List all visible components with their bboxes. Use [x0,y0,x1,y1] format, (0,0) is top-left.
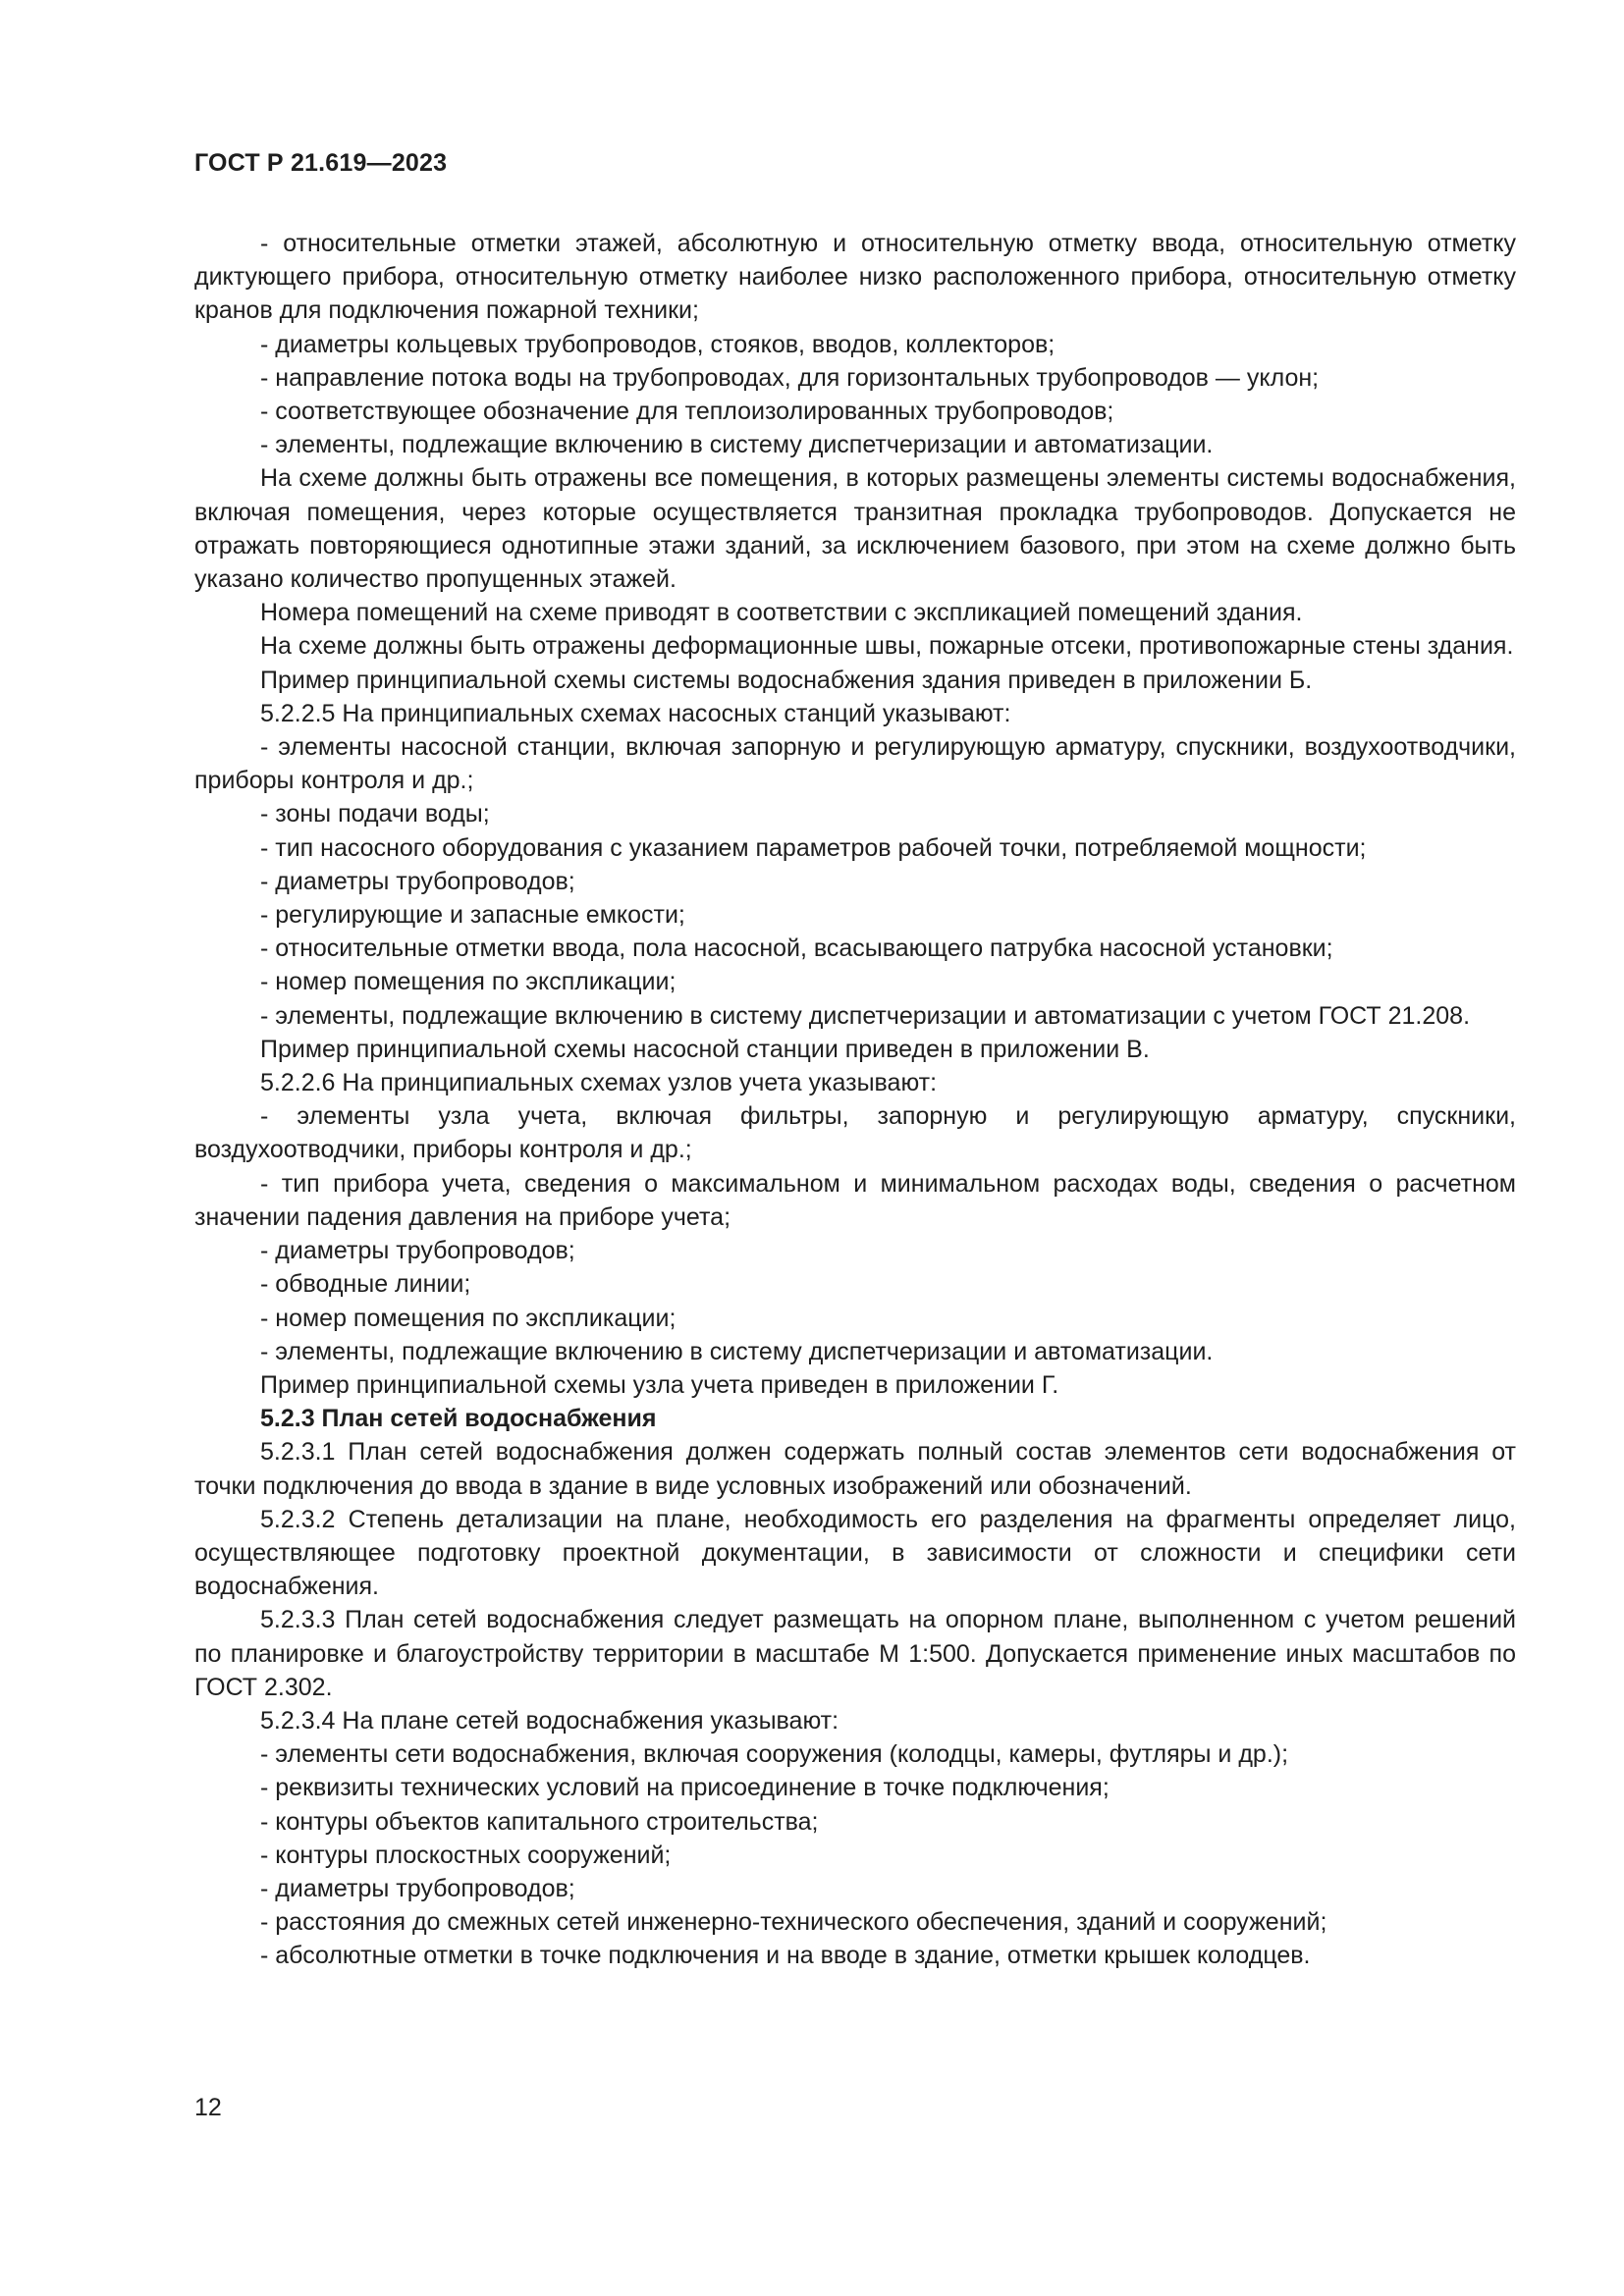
list-item: - номер помещения по экспликации; [260,1304,677,1332]
section-heading-5-2-3: 5.2.3 План сетей водоснабжения [260,1405,657,1433]
list-item: - зоны подачи воды; [260,800,490,828]
document-body [194,227,1516,1973]
clause-5-2-3-2: 5.2.3.2 Степень детализации на плане, необходимость его разделения на фрагменты определяет лицо, осуществляющее подготовку проектной документации, в зависимости от сложности и специфики сети водоснабжения. [194,1505,1516,1601]
paragraph: Пример принципиальной схемы насосной станции приведен в приложении В. [260,1035,1150,1063]
list-item: - диаметры трубопроводов; [260,867,575,895]
list-item: - элементы, подлежащие включению в систему диспетчеризации и автоматизации. [260,431,1214,459]
list-item: - элементы узла учета, включая фильтры, запорную и регулирующую арматуру, спускники, воздухоотводчики, приборы контроля и др.; [194,1102,1516,1164]
clause-5-2-3-3: 5.2.3.3 План сетей водоснабжения следует размещать на опорном плане, выполненном с учетом решений по планировке и благоустройству территории в масштабе М 1:500. Допускается применение иных масштабов по ГОСТ 2.302. [194,1606,1516,1701]
list-item: - элементы насосной станции, включая запорную и регулирующую арматуру, спускники, воздухоотводчики, приборы контроля и др.; [194,733,1516,795]
clause-5-2-3-4: 5.2.3.4 На плане сетей водоснабжения указывают: [260,1706,839,1735]
list-item: - расстояния до смежных сетей инженерно-технического обеспечения, зданий и сооружений; [260,1908,1327,1937]
paragraph: Пример принципиальной схемы узла учета приведен в приложении Г. [260,1370,1059,1399]
paragraph: На схеме должны быть отражены все помещения, в которых размещены элементы системы водоснабжения, включая помещения, через которые осуществляется транзитная прокладка трубопроводов. Допускается не отражать повторяющиеся однотипные этажи зданий, за исключением базового, при этом на схеме должно быть указано количество пропущенных этажей. [194,464,1516,594]
paragraph: Номера помещений на схеме приводят в соответствии с экспликацией помещений здания. [260,599,1303,627]
list-item: - тип прибора учета, сведения о максимальном и минимальном расходах воды, сведения о расчетном значении падения давления на приборе учета; [194,1169,1516,1231]
paragraph: На схеме должны быть отражены деформационные швы, пожарные отсеки, противопожарные стены здания. [260,632,1514,661]
list-item: - диаметры трубопроводов; [260,1874,575,1902]
list-item: - диаметры трубопроводов; [260,1237,575,1265]
list-item: - абсолютные отметки в точке подключения и на вводе в здание, отметки крышек колодцев. [260,1942,1311,1970]
list-item: - номер помещения по экспликации; [260,968,677,996]
list-item: - элементы сети водоснабжения, включая сооружения (колодцы, камеры, футляры и др.); [260,1740,1289,1769]
paragraph: Пример принципиальной схемы системы водоснабжения здания приведен в приложении Б. [260,666,1313,694]
list-item: - реквизиты технических условий на присоединение в точке подключения; [260,1774,1110,1802]
list-item: - диаметры кольцевых трубопроводов, стояков, вводов, коллекторов; [260,330,1056,358]
clause-5-2-2-6: 5.2.2.6 На принципиальных схемах узлов учета указывают: [260,1069,938,1097]
list-item: - элементы, подлежащие включению в систему диспетчеризации и автоматизации с учетом ГОСТ 21.208. [260,1001,1471,1030]
clause-5-2-2-5: 5.2.2.5 На принципиальных схемах насосных станций указывают: [260,699,1011,727]
list-item: - относительные отметки ввода, пола насосной, всасывающего патрубка насосной установки; [260,934,1333,963]
page-number: 12 [194,2094,222,2121]
list-item: - обводные линии; [260,1270,471,1299]
clause-5-2-3-1: 5.2.3.1 План сетей водоснабжения должен содержать полный состав элементов сети водоснабжения от точки подключения до ввода в здание в виде условных изображений или обозначений. [194,1438,1516,1500]
list-item: - соответствующее обозначение для теплоизолированных трубопроводов; [260,398,1114,426]
list-item: - относительные отметки этажей, абсолютную и относительную отметку ввода, относительную отметку диктующего прибора, относительную отметку наиболее низко расположенного прибора, относительную отметку кранов для подключения пожарной техники; [194,230,1516,325]
list-item: - тип насосного оборудования с указанием параметров рабочей точки, потребляемой мощности; [260,833,1367,862]
list-item: - контуры плоскостных сооружений; [260,1841,672,1869]
list-item: - регулирующие и запасные емкости; [260,901,685,930]
list-item: - направление потока воды на трубопроводах, для горизонтальных трубопроводов — уклон; [260,363,1320,392]
list-item: - элементы, подлежащие включению в систему диспетчеризации и автоматизации. [260,1337,1214,1365]
list-item: - контуры объектов капитального строительства; [260,1807,819,1836]
document-header: ГОСТ Р 21.619—2023 [194,149,448,177]
